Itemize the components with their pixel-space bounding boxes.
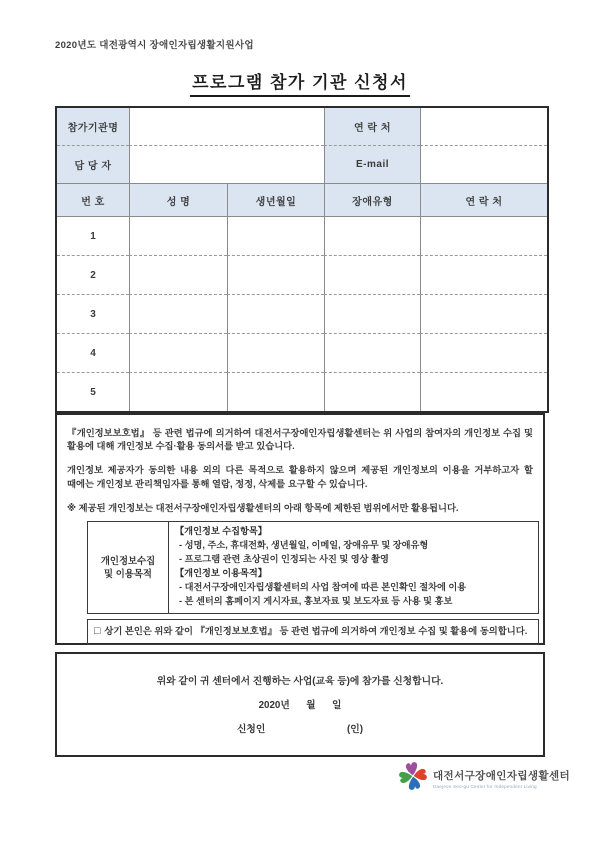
use-item: - 본 센터의 홈페이지 게시자료, 홍보자료 및 보도자료 등 사용 및 홍보 <box>179 595 453 606</box>
consent-paragraph-2: 개인정보 제공자가 동의한 내용 외의 다른 목적으로 활용하지 않으며 제공된 개인정보의 이용을 거부하고자 할 때에는 개인정보 관리책임자를 통해 열람, 정정, 삭제를 요구할 수 있습니다. <box>67 465 533 489</box>
purpose-detail-cell <box>169 522 538 613</box>
email-label: E-mail <box>324 145 420 183</box>
col-header-birthdate: 생년월일 <box>227 183 324 216</box>
col-header-disability-type: 장애유형 <box>324 183 420 216</box>
row-number: 1 <box>57 216 129 255</box>
center-logo <box>398 760 570 797</box>
row-number: 4 <box>57 333 129 372</box>
collect-item: - 성명, 주소, 휴대전화, 생년월일, 이메일, 장애유무 및 장애유형 <box>179 539 429 550</box>
col-header-contact: 연 락 처 <box>420 183 547 216</box>
center-name: 대전서구장애인자립생활센터 <box>433 770 571 782</box>
center-logo-text <box>433 768 570 789</box>
privacy-purpose-table <box>87 521 539 614</box>
application-statement: 위와 같이 귀 센터에서 진행하는 사업(교육 등)에 참가를 신청합니다. <box>156 676 444 687</box>
collect-item: - 프로그램 관련 초상권이 인정되는 사진 및 영상 촬영 <box>179 553 389 564</box>
disability-type-cell[interactable] <box>324 216 420 255</box>
name-cell[interactable] <box>129 294 227 333</box>
consent-checkbox[interactable]: □ <box>94 624 101 637</box>
title-wrap <box>0 68 600 97</box>
contact-cell[interactable] <box>420 372 547 411</box>
birthdate-cell[interactable] <box>227 216 324 255</box>
contact-cell[interactable] <box>420 255 547 294</box>
purpose-label-cell <box>88 522 169 613</box>
disability-type-cell[interactable] <box>324 255 420 294</box>
col-header-no: 번 호 <box>57 183 129 216</box>
use-items-header: 【개인정보 이용목적】 <box>175 567 267 578</box>
disability-type-cell[interactable] <box>324 294 420 333</box>
contact-cell[interactable] <box>420 333 547 372</box>
name-cell[interactable] <box>129 216 227 255</box>
contact-cell[interactable] <box>420 216 547 255</box>
application-signer-line: 신청인 (인) <box>236 724 364 735</box>
table-row <box>57 294 547 333</box>
purpose-label-line2: 및 이용목적 <box>104 568 152 580</box>
participant-form-table <box>55 106 549 413</box>
table-row <box>57 372 547 411</box>
row-number: 3 <box>57 294 129 333</box>
manager-field[interactable] <box>129 145 324 183</box>
org-name-label: 참가기관명 <box>57 108 129 145</box>
birthdate-cell[interactable] <box>227 255 324 294</box>
birthdate-cell[interactable] <box>227 333 324 372</box>
birthdate-cell[interactable] <box>227 372 324 411</box>
name-cell[interactable] <box>129 333 227 372</box>
consent-paragraph-1: 『개인정보보호법』 등 관련 법규에 의거하여 대전서구장애인자립생활센터는 위 사업의 참여자의 개인정보 수집 및 활용에 대해 개인정보 수집·활용 동의서를 받고 있습니다. <box>67 428 533 452</box>
email-field[interactable] <box>420 145 547 183</box>
table-row <box>57 216 547 255</box>
row-number: 5 <box>57 372 129 411</box>
name-cell[interactable] <box>129 255 227 294</box>
disability-type-cell[interactable] <box>324 372 420 411</box>
name-cell[interactable] <box>129 372 227 411</box>
collect-items-header: 【개인정보 수집항목】 <box>175 525 267 536</box>
org-contact-field[interactable] <box>420 108 547 145</box>
center-tagline: Daejeon Seo-gu Center for Independent Living <box>433 784 537 789</box>
use-item: - 대전서구장애인자립생활센터의 사업 참여에 따른 본인확인 절차에 이용 <box>179 581 467 592</box>
table-row <box>57 255 547 294</box>
consent-note: ※ 제공된 개인정보는 대전서구장애인자립생활센터의 아래 항목에 제한된 범위에서만 활용됩니다. <box>67 502 459 513</box>
col-header-name: 성 명 <box>129 183 227 216</box>
birthdate-cell[interactable] <box>227 294 324 333</box>
purpose-label-line1: 개인정보수집 <box>100 555 156 567</box>
contact-cell[interactable] <box>420 294 547 333</box>
privacy-consent-section <box>55 413 545 645</box>
row-number: 2 <box>57 255 129 294</box>
org-contact-label: 연 락 처 <box>324 108 420 145</box>
page-title: 프로그램 참가 기관 신청서 <box>190 68 410 97</box>
center-logo-flower-icon <box>398 760 428 797</box>
project-label: 2020년도 대전광역시 장애인자립생활지원사업 <box>55 40 254 51</box>
application-statement-section <box>55 652 545 757</box>
disability-type-cell[interactable] <box>324 333 420 372</box>
consent-agree-text: 상기 본인은 위와 같이 『개인정보보호법』 등 관련 법규에 의거하여 개인정보 수집 및 활용에 동의합니다. <box>104 625 528 636</box>
org-name-field[interactable] <box>129 108 324 145</box>
consent-agree-row <box>87 619 539 645</box>
table-row <box>57 333 547 372</box>
application-date-line: 2020년 월 일 <box>258 700 342 711</box>
manager-label: 담 당 자 <box>57 145 129 183</box>
